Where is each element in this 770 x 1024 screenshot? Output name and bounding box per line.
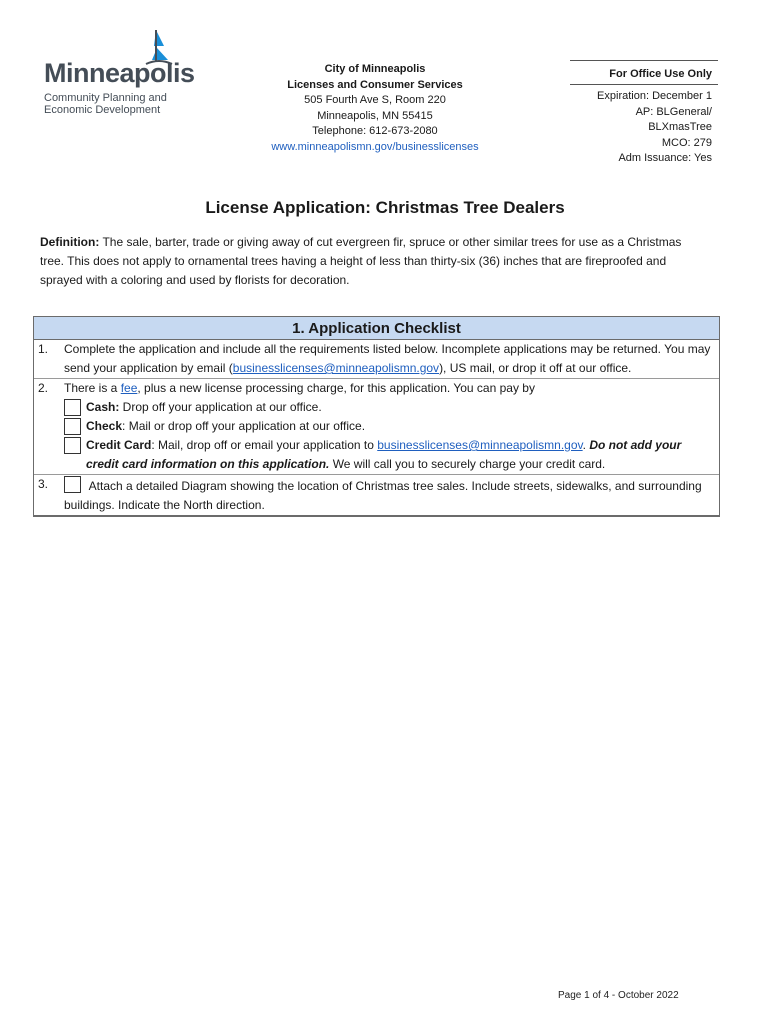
office-mco: MCO: 279 [661, 136, 712, 149]
payment-option-credit-card: Credit Card: Mail, drop off or email your application to businesslicenses@minneapolismn.gov. Do not add your credit card information on this application. We will call you to securely charge your credit card. [64, 436, 713, 474]
credit-card-email-link[interactable]: businesslicenses@minneapolismn.gov [377, 438, 583, 452]
definition-paragraph [40, 233, 700, 290]
checklist-item-2: 2. There is a fee, plus a new license processing charge, for this application. You can pay by Cash: Drop off your application at our office. Check: Mail or drop off your application at our office. Credit Card: Mail, drop off or email your application to businesslicenses@minneapolismn.gov. Do not add your credit card information on this application. We will call you to securely charge your credit card. [34, 379, 719, 475]
checklist-item-3: 3. Attach a detailed Diagram showing the location of Christmas tree sales. Include streets, sidewalks, and surrounding buildings. Indicate the North direction. [38, 477, 702, 512]
page-title: License Application: Christmas Tree Dealers [205, 198, 565, 217]
email-link[interactable]: businesslicenses@minneapolismn.gov [232, 361, 440, 375]
office-ap: AP: BLGeneral/ [635, 105, 712, 118]
definition-text: The sale, barter, trade or giving away of cut evergreen fir, spruce or other similar trees for use as a Christmas tree. This does not apply to ornamental trees having a height of less than thirty-six (36) inches that are fireproofed and sprayed with a coloring and used by florists for decoration. [40, 235, 682, 287]
payment-option-cash: Cash: Drop off your application at our office. [64, 398, 713, 417]
minneapolis-logo [38, 28, 195, 123]
office-ap-continued: BLXmasTree [648, 121, 712, 133]
office-use-header: For Office Use Only [570, 61, 718, 85]
page-footer: Page 1 of 4 - October 2022 [558, 990, 679, 1001]
agency-department: Licenses and Consumer Services [287, 78, 463, 91]
credit-card-checkbox[interactable] [64, 437, 81, 454]
office-adm-issuance: Adm Issuance: Yes [618, 152, 712, 164]
agency-city: City of Minneapolis [324, 63, 426, 75]
agency-phone: Telephone: 612-673-2080 [312, 125, 438, 137]
logo-wordmark: Minneapolis [44, 58, 195, 88]
diagram-checkbox[interactable] [64, 476, 81, 493]
credit-card-warning: Do not add your credit card information on this application. [86, 438, 682, 471]
checklist-heading: 1. Application Checklist [34, 317, 719, 340]
definition-label: Definition: [40, 235, 100, 249]
payment-option-check: Check: Mail or drop off your application at our office. [64, 417, 713, 436]
agency-address-line1: 505 Fourth Ave S, Room 220 [304, 94, 446, 106]
office-use-box [570, 60, 718, 167]
agency-contact-block [250, 62, 500, 155]
checklist-item-1: 1. Complete the application and include all the requirements listed below. Incomplete applications may be returned. You may send your application by email (businesslicenses@minneapolismn.gov), US mail, or drop it off at our office. [34, 340, 719, 379]
check-checkbox[interactable] [64, 418, 81, 435]
fee-link[interactable]: fee [120, 381, 138, 395]
application-checklist [33, 316, 720, 517]
agency-address-line2: Minneapolis, MN 55415 [317, 109, 433, 122]
cash-checkbox[interactable] [64, 399, 81, 416]
office-expiration: Expiration: December 1 [597, 90, 712, 102]
agency-website-link[interactable]: www.minneapolismn.gov/businesslicenses [271, 140, 479, 153]
logo-subtitle: Community Planning and Economic Development [44, 92, 167, 116]
